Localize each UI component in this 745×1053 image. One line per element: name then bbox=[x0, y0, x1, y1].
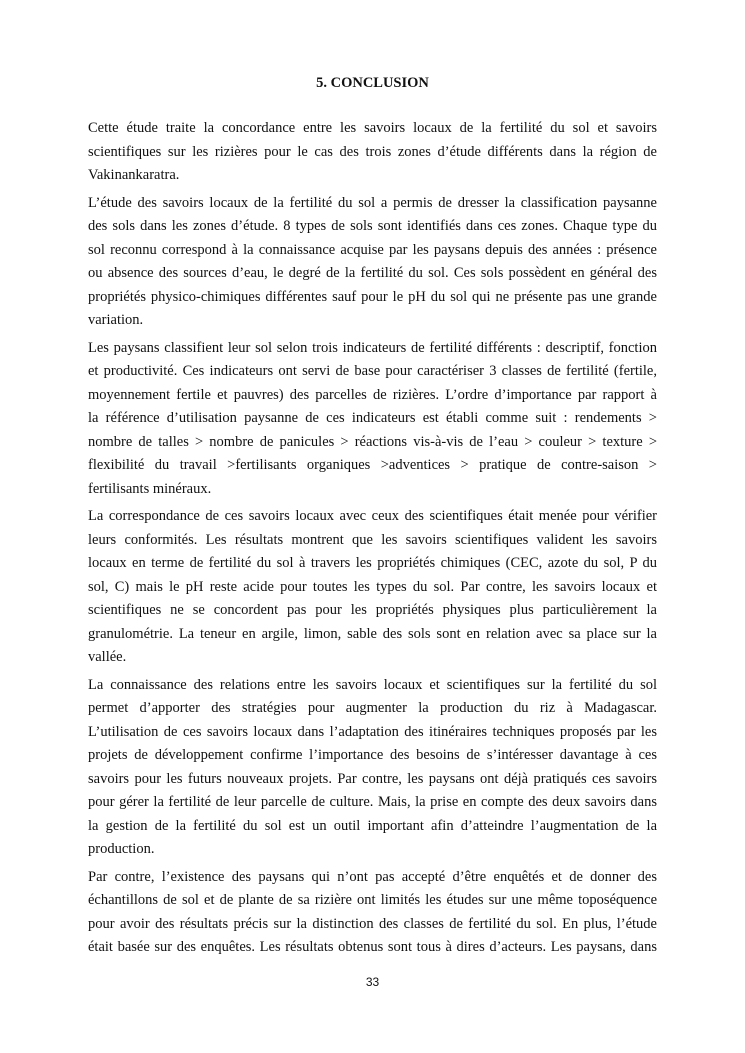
text-line: ou absence des sources d’eau, le degré de la fertilité du sol. Ces sols possèdent en général des bbox=[88, 265, 657, 281]
text-line: échantillons de sol et de plante de sa rizière ont limités les études sur une même toposéquence bbox=[88, 892, 657, 908]
text-line: leurs conformités. Les résultats montrent que les savoirs scientifiques valident les savoirs bbox=[88, 531, 657, 548]
paragraph bbox=[88, 117, 657, 188]
text-line: des sols dans les zones d’étude. 8 types de sols sont identifiés dans ces zones. Chaque type du bbox=[88, 218, 657, 234]
text-line: sol, C) mais le pH reste acide pour toutes les types du sol. Par contre, les savoirs locaux et bbox=[88, 578, 657, 595]
text-line: propriétés physico-chimiques différentes sauf pour le pH du sol qui ne présente pas une grande bbox=[88, 288, 657, 305]
paragraph bbox=[88, 866, 657, 960]
text-line: La correspondance de ces savoirs locaux avec ceux des scientifiques était menée pour vérifier bbox=[88, 508, 657, 524]
text-line: Les paysans classifient leur sol selon trois indicateurs de fertilité différents : descriptif, fonction bbox=[88, 339, 657, 356]
page-number: 33 bbox=[365, 975, 380, 989]
text-line: moyennement fertile et pauvres) des parcelles de rizières. L’ordre d’importance par rapport à bbox=[88, 386, 657, 403]
text-line: et productivité. Ces indicateurs ont servi de base pour caractériser 3 classes de fertilité (fertile, bbox=[88, 363, 657, 379]
text-line: La connaissance des relations entre les savoirs locaux et scientifiques sur la fertilité du sol bbox=[88, 676, 657, 693]
text-line: L’utilisation de ces savoirs locaux dans l’adaptation des itinéraires techniques proposés par les bbox=[88, 723, 657, 740]
text-line: Cette étude traite la concordance entre les savoirs locaux de la fertilité du sol et savoirs bbox=[88, 120, 657, 136]
text-line: production. bbox=[88, 841, 155, 857]
text-line: fertilisants minéraux. bbox=[88, 480, 212, 497]
section-heading: 5. CONCLUSION bbox=[316, 75, 429, 91]
text-line: nombre de talles > nombre de panicules > réactions vis-à-vis de l’eau > couleur > texture > bbox=[88, 433, 657, 450]
text-line: pour avoir des résultats précis sur la distinction des classes de fertilité du sol. En plus, l’étude bbox=[88, 915, 657, 932]
text-line: projets de développement confirme l’importance des besoins de s’intéresser davantage à ces bbox=[88, 747, 657, 763]
text-line: Par contre, l’existence des paysans qui n’ont pas accepté d’être enquêtés et de donner des bbox=[88, 868, 657, 885]
text-line: granulométrie. La teneur en argile, limon, sable des sols sont en relation avec sa place sur la bbox=[88, 625, 657, 642]
text-line: savoirs pour les futurs nouveaux projets. Par contre, les paysans ont déjà pratiqués ces savoirs bbox=[88, 770, 657, 787]
text-line: L’étude des savoirs locaux de la fertilité du sol a permis de dresser la classification paysanne bbox=[88, 194, 657, 211]
document-body bbox=[88, 117, 657, 964]
text-line: flexibilité du travail >fertilisants organiques >adventices > pratique de contre-saison > bbox=[88, 457, 657, 473]
text-line: la référence d’utilisation paysanne de ces indicateurs est établi comme suit : rendements > bbox=[88, 410, 657, 426]
text-line: vallée. bbox=[88, 649, 127, 665]
paragraph bbox=[88, 192, 657, 333]
text-line: permet d’apporter des stratégies pour augmenter la production du riz à Madagascar. bbox=[88, 700, 657, 716]
paragraph bbox=[88, 674, 657, 862]
paragraph bbox=[88, 505, 657, 670]
text-line: la gestion de la fertilité du sol est un outil important afin d’atteindre l’augmentation de la bbox=[88, 817, 657, 834]
text-line: variation. bbox=[88, 312, 144, 328]
text-line: scientifiques sur les rizières pour le cas des trois zones d’étude différents dans la région de bbox=[88, 143, 657, 160]
text-line: Vakinankaratra. bbox=[88, 167, 180, 183]
text-line: scientifiques ne se concordent pas pour les propriétés physiques plus particulièrement la bbox=[88, 602, 657, 618]
text-line: pour gérer la fertilité de leur parcelle de culture. Mais, la prise en compte des deux savoirs dans bbox=[88, 794, 657, 810]
text-line: sol reconnu correspond à la connaissance acquise par les paysans depuis des années : présence bbox=[88, 241, 657, 258]
text-line: était basée sur des enquêtes. Les résultats obtenus sont tous à dires d’acteurs. Les paysans, dans bbox=[88, 939, 657, 955]
text-line: locaux en terme de fertilité du sol à travers les propriétés chimiques (CEC, azote du sol, P du bbox=[88, 555, 657, 571]
paragraph bbox=[88, 337, 657, 502]
